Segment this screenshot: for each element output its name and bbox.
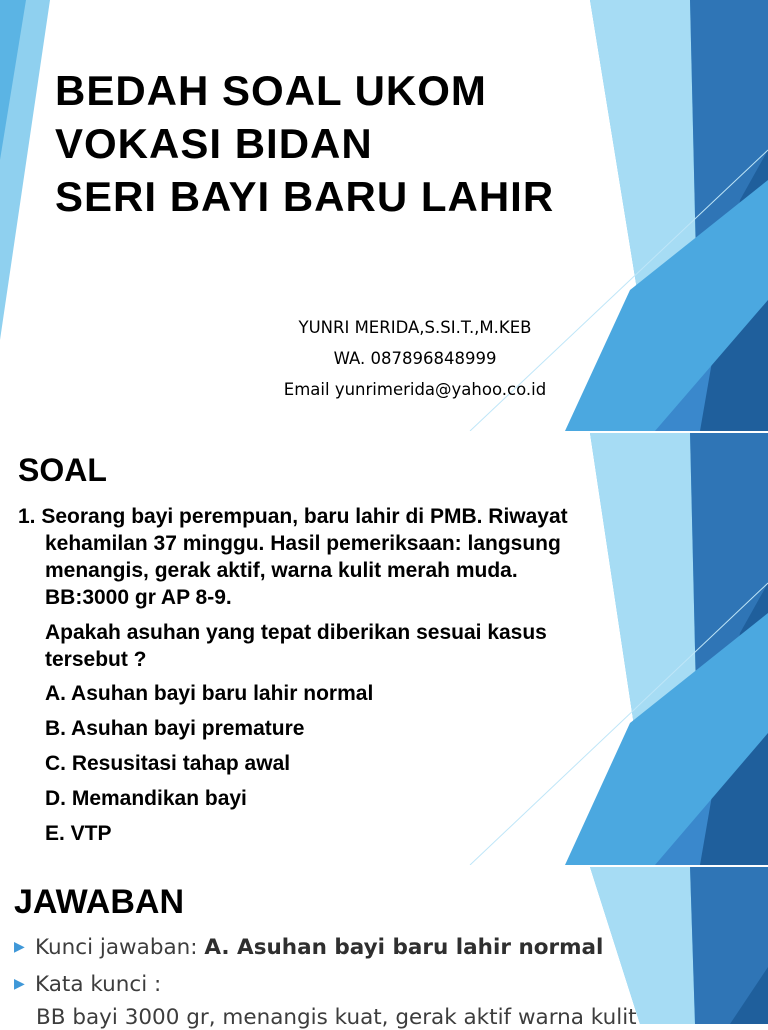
title-line: BEDAH SOAL UKOM [55,67,487,114]
author-info [250,312,580,405]
presentation-title [55,64,554,223]
title-line: SERI BAYI BARU LAHIR [55,173,555,220]
question-line: kehamilan 37 minggu. Hasil pemeriksaan: langsung [45,532,561,555]
question-line: 1. Seorang bayi perempuan, baru lahir di PMB. Riwayat [18,505,568,528]
author-phone: WA. 087896848999 [333,349,497,368]
answer-key-value: A. Asuhan bayi baru lahir normal [204,935,604,960]
keywords-text: BB bayi 3000 gr, menangis kuat, gerak aktif warna kulit [36,1005,637,1030]
author-email: Email yunrimerida@yahoo.co.id [283,380,547,399]
answer-option-b: B. Asuhan bayi premature [45,717,305,740]
answer-option-a: A. Asuhan bayi baru lahir normal [45,682,374,705]
title-line: VOKASI BIDAN [55,120,373,167]
bullet-triangle-icon: ▶ [14,976,25,992]
keywords-bullet [14,972,161,997]
question-heading: SOAL [18,452,107,488]
question-line: BB:3000 gr AP 8-9. [45,586,232,609]
question-prompt-line: Apakah asuhan yang tepat diberikan sesuai kasus [45,621,547,644]
answer-heading: JAWABAN [14,883,185,921]
slide-title [0,0,768,431]
question-line: menangis, gerak aktif, warna kulit merah muda. [45,559,518,582]
answer-option-d: D. Memandikan bayi [45,787,247,810]
answer-option-e: E. VTP [45,822,112,845]
author-name: YUNRI MERIDA,S.SI.T.,M.KEB [298,318,532,337]
answer-option-c: C. Resusitasi tahap awal [45,752,291,775]
question-prompt-line: tersebut ? [45,648,147,671]
answer-key-bullet [14,935,603,960]
bullet-triangle-icon: ▶ [14,939,25,955]
answer-key-label: Kunci jawaban: [35,935,198,960]
keywords-label: Kata kunci : [35,972,162,997]
